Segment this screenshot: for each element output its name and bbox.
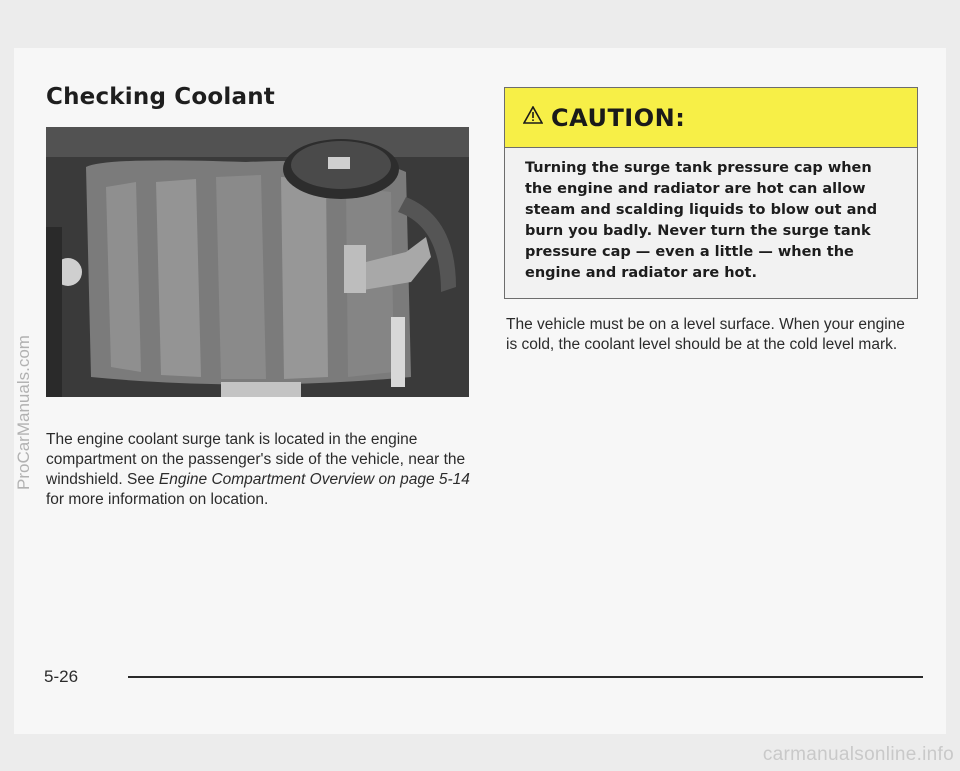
caution-box <box>504 87 918 299</box>
side-watermark: ProCarManuals.com <box>14 335 33 490</box>
section-heading: Checking Coolant <box>46 84 275 110</box>
warning-triangle-icon <box>523 106 543 129</box>
surge-tank-location-text <box>46 430 482 510</box>
bottom-watermark: carmanualsonline.info <box>762 744 954 765</box>
page-number: 5-26 <box>44 667 79 686</box>
engine-compartment-reference-link[interactable]: Engine Compartment Overview on page 5-14 <box>158 471 470 488</box>
caution-text: Turning the surge tank pressure cap when the engine and radiator are hot can allow steam and scalding liquids to blow out and burn you badly. Never turn the surge tank pressure cap — even a little — when the engine and radiator are hot. <box>525 160 878 281</box>
coolant-tank-photo <box>46 127 469 397</box>
caution-header <box>505 88 917 148</box>
footer-rule <box>128 676 923 678</box>
caution-title: CAUTION: <box>551 103 686 132</box>
location-text-part1: The engine coolant surge tank is located in the engine compartment on the passenger's side of the vehicle, near the windshield. See <box>46 431 466 488</box>
location-text-part2: for more information on location. <box>46 491 269 508</box>
coolant-tank-illustration <box>46 127 469 397</box>
level-surface-text: The vehicle must be on a level surface. When your engine is cold, the coolant level should be at the cold level mark. <box>506 316 905 353</box>
